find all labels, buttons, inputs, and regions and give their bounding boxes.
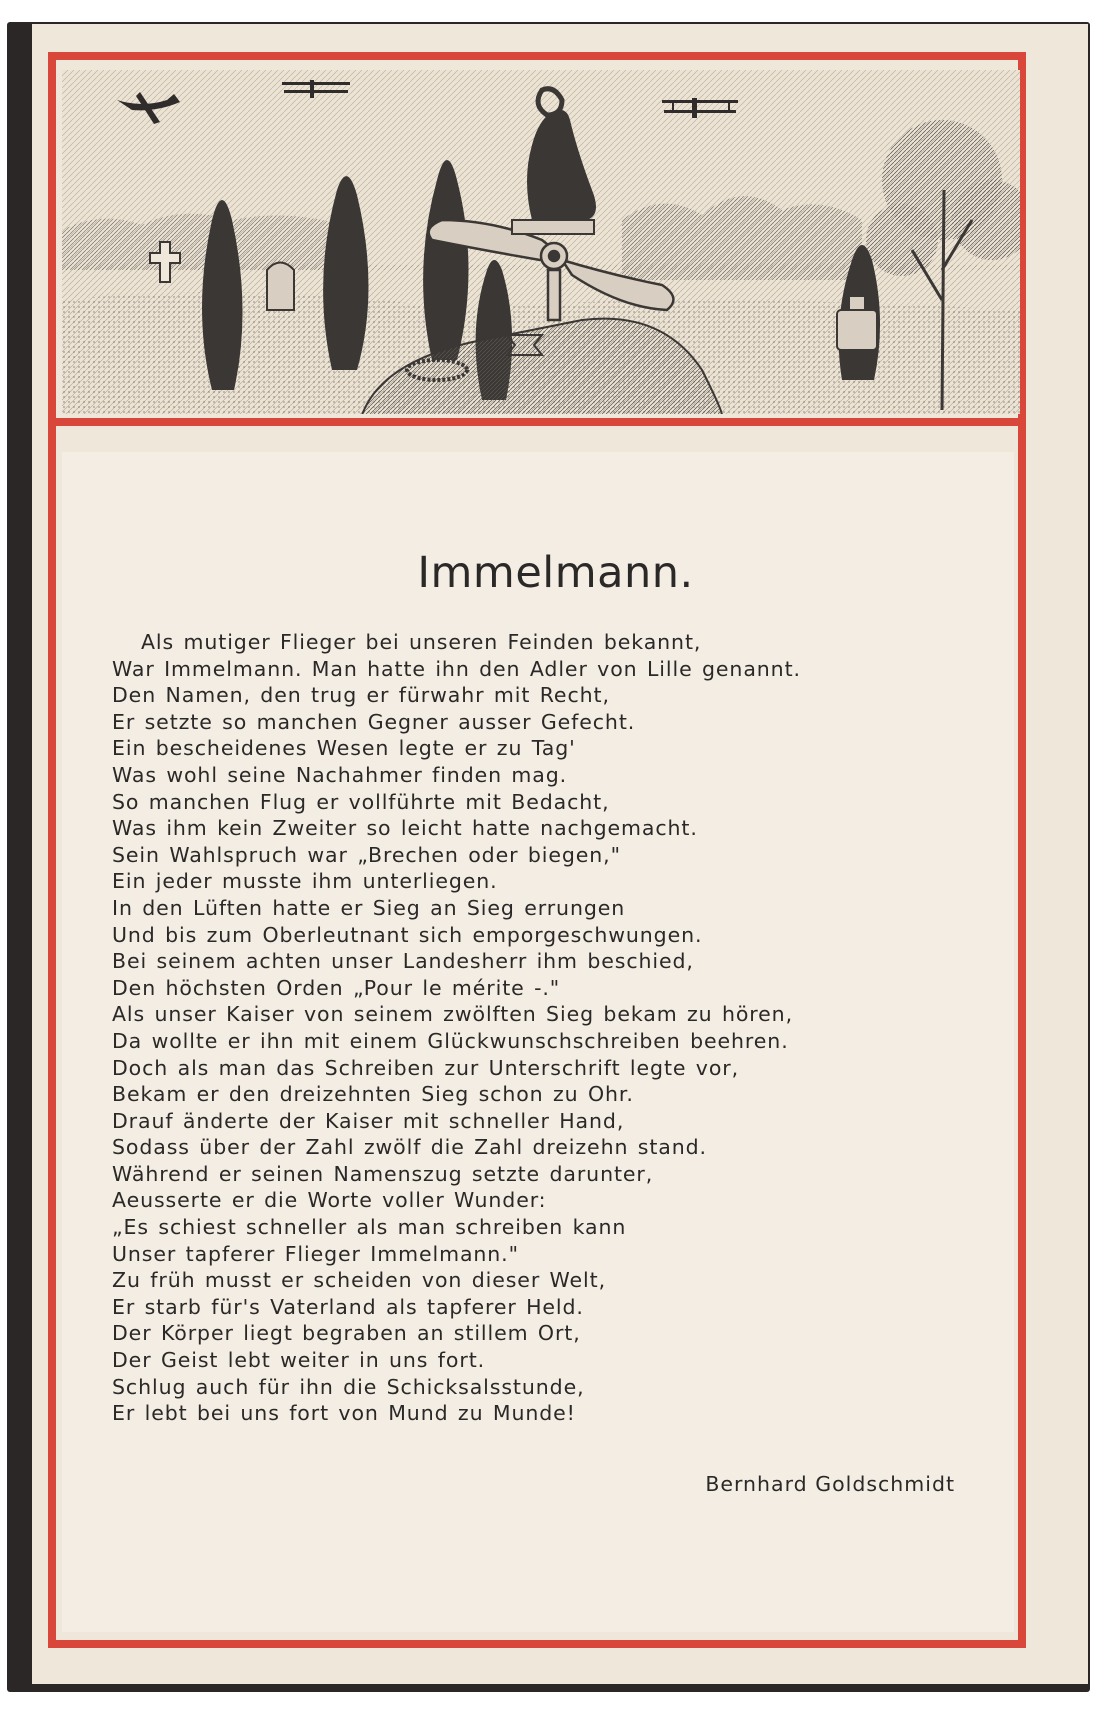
poem	[112, 629, 992, 1427]
poem-line: Unser tapferer Flieger Immelmann."	[112, 1241, 519, 1266]
poem-line: Den Namen, den trug er fürwahr mit Recht,	[112, 683, 610, 708]
poem-line: Er setzte so manchen Gegner ausser Gefecht.	[112, 709, 636, 734]
poem-line: Bei seinem achten unser Landesherr ihm beschied,	[112, 949, 694, 974]
poem-line: Drauf änderte der Kaiser mit schneller Hand,	[112, 1108, 625, 1133]
grave-scene-drawing	[62, 70, 1020, 414]
poem-line: Als mutiger Flieger bei unseren Feinden bekannt,	[141, 630, 702, 654]
poem-title: Immelmann.	[417, 548, 694, 598]
poem-line: Da wollte er ihn mit einem Glückwunschschreiben beehren.	[112, 1028, 789, 1053]
poem-line: Den höchsten Orden „Pour le mérite -."	[112, 975, 561, 1000]
poem-line: Sein Wahlspruch war „Brechen oder biegen,"	[112, 842, 621, 867]
poem-line: So manchen Flug er vollführte mit Bedacht,	[112, 789, 610, 814]
poem-line: Aeusserte er die Worte voller Wunder:	[112, 1188, 547, 1213]
poem-line: Und bis zum Oberleutnant sich emporgeschwungen.	[112, 922, 703, 947]
poem-line: Er starb für's Vaterland als tapferer Held.	[112, 1294, 584, 1319]
poem-line: War Immelmann. Man hatte ihn den Adler von Lille genannt.	[112, 656, 801, 681]
poem-line: Während er seinen Namenszug setzte darunter,	[112, 1161, 654, 1186]
poem-line: Sodass über der Zahl zwölf die Zahl dreizehn stand.	[112, 1135, 707, 1160]
poem-line: Zu früh musst er scheiden von dieser Welt,	[112, 1268, 606, 1293]
poem-line: Schlug auch für ihn die Schicksalsstunde,	[112, 1374, 585, 1399]
poem-line: Was ihm kein Zweiter so leicht hatte nachgemacht.	[112, 816, 698, 841]
red-divider	[48, 418, 1026, 426]
memorial-illustration	[62, 70, 1020, 414]
poem-line: Ein bescheidenes Wesen legte er zu Tag'	[112, 736, 576, 761]
poem-line: Was wohl seine Nachahmer finden mag.	[112, 762, 568, 787]
poem-line: Der Geist lebt weiter in uns fort.	[112, 1348, 486, 1373]
poem-line: Ein jeder musste ihm unterliegen.	[112, 869, 498, 894]
poem-line: Der Körper liegt begraben an stillem Ort,	[112, 1321, 581, 1346]
poem-line: Doch als man das Schreiben zur Unterschrift legte vor,	[112, 1055, 740, 1080]
poem-line: Bekam er den dreizehnten Sieg schon zu Ohr.	[112, 1082, 634, 1107]
poem-line: „Es schiest schneller als man schreiben kann	[112, 1215, 627, 1240]
poem-line: Als unser Kaiser von seinem zwölften Sieg bekam zu hören,	[112, 1002, 793, 1027]
poem-line: Er lebt bei uns fort von Mund zu Munde!	[112, 1401, 576, 1426]
poem-line: In den Lüften hatte er Sieg an Sieg errungen	[112, 895, 626, 920]
author-signature: Bernhard Goldschmidt	[705, 1472, 955, 1496]
